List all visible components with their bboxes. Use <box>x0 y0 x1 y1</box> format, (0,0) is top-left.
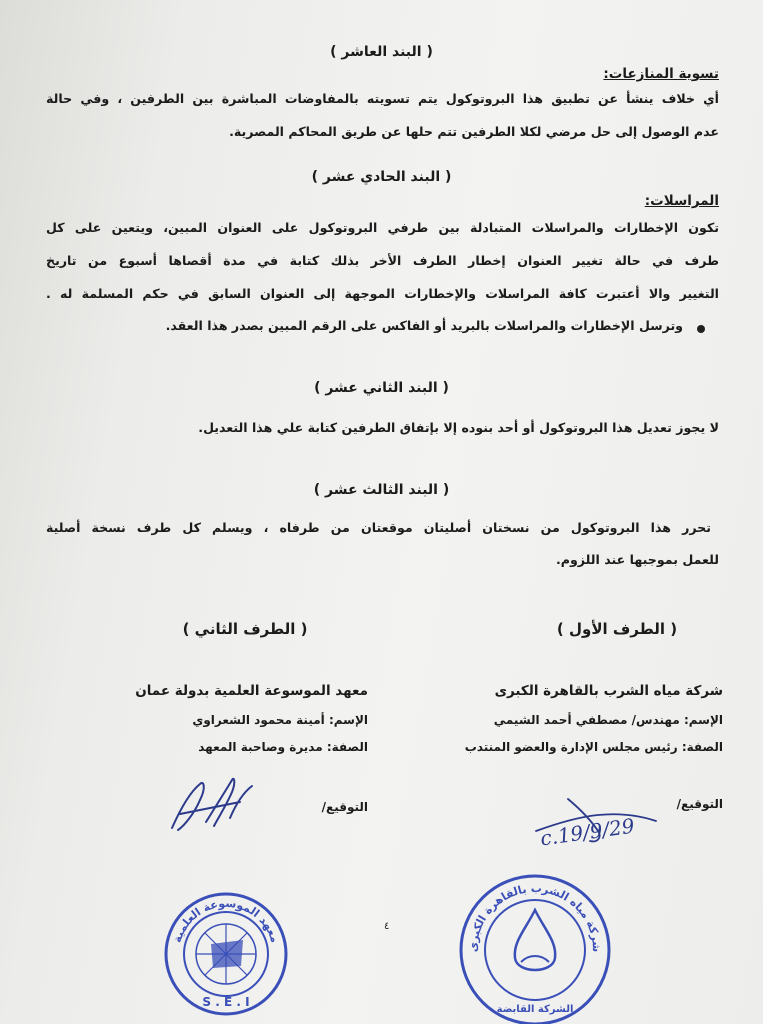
party-second-title: ( الطرف الثاني ) <box>182 620 308 638</box>
party-second-org: معهد الموسوعة العلمية بدولة عمان <box>135 683 368 699</box>
party-second-role: الصفة: مديرة وصاحبة المعهد <box>198 740 368 754</box>
party-first-org: شركة مياه الشرب بالقاهرة الكبرى <box>494 683 723 699</box>
party-first-signature-label: التوقيع/ <box>676 797 723 811</box>
article-11-heading: ( البند الحادي عشر ) <box>311 169 452 185</box>
party-first-name: الإسم: مهندس/ مصطفي أحمد الشيمي <box>493 713 723 727</box>
article-13-line-2: للعمل بموجبها عند اللزوم. <box>555 552 719 567</box>
page-number: ٤ <box>384 921 390 932</box>
party-second-name: الإسم: أمينة محمود الشعراوي <box>192 713 368 727</box>
party-first-role: الصفة: رئيس مجلس الإدارة والعضو المنتدب <box>464 740 723 754</box>
article-13-line-1: تحرر هذا البروتوكول من نسختان أصليتان موقعتان من طرفاه ، ويسلم كل طرف نسخة أصلية <box>46 520 711 535</box>
article-10-subtitle: تسوية المنازعات: <box>603 66 719 82</box>
article-11-subtitle: المراسلات: <box>644 193 719 209</box>
article-10-line-2: عدم الوصول إلى حل مرضي لكلا الطرفين تتم حلها عن طريق المحاكم المصرية. <box>229 124 719 139</box>
svg-text:شركة مياه الشرب بالقاهرة الكبر: شركة مياه الشرب بالقاهرة الكبرى <box>466 881 604 953</box>
article-12-line-1: لا يجوز تعديل هذا البروتوكول أو أحد بنوده إلا بإتفاق الطرفين كتابة علي هذا التعديل. <box>198 420 719 435</box>
article-13-heading: ( البند الثالث عشر ) <box>313 482 450 498</box>
institute-seal <box>163 882 289 1024</box>
article-11-line-3: التغيير والا أعتبرت كافة المراسلات والإخطارات الموجهة إلى العنوان السابق في حكم المسلمة له . <box>46 286 719 301</box>
article-10-line-1: أي خلاف ينشأ عن تطبيق هذا البروتوكول يتم تسويته بالمفاوضات المباشرة بين الطرفين ، وفي حالة <box>46 91 719 106</box>
svg-text:الشركة القابضة: الشركة القابضة <box>496 1004 574 1015</box>
article-11-line-1: تكون الإخطارات والمراسلات المتبادلة بين طرفي البروتوكول على العنوان المبين، ويتعين على كل <box>46 220 719 235</box>
company-seal <box>455 870 615 1024</box>
article-12-heading: ( البند الثاني عشر ) <box>314 380 449 396</box>
article-11-line-4: وترسل الإخطارات والمراسلات بالبريد أو الفاكس على الرقم المبين بصدر هذا العقد. <box>165 318 683 333</box>
bullet-icon <box>697 325 705 333</box>
svg-text:S . E . I: S . E . I <box>202 995 250 1009</box>
svg-text:معهد الموسوعة العلمية: معهد الموسوعة العلمية <box>170 896 282 945</box>
party-second-signature-label: التوقيع/ <box>321 800 368 814</box>
handwritten-date: c.19/9/29 <box>538 813 636 851</box>
party-second-signature <box>160 770 260 840</box>
article-10-heading: ( البند العاشر ) <box>330 44 433 60</box>
article-11-line-2: طرف في حالة تغيير العنوان إخطار الطرف الأخر بذلك كتابة في مدة أقصاها أسبوع من تاريخ <box>46 253 719 268</box>
party-first-title: ( الطرف الأول ) <box>556 620 678 638</box>
